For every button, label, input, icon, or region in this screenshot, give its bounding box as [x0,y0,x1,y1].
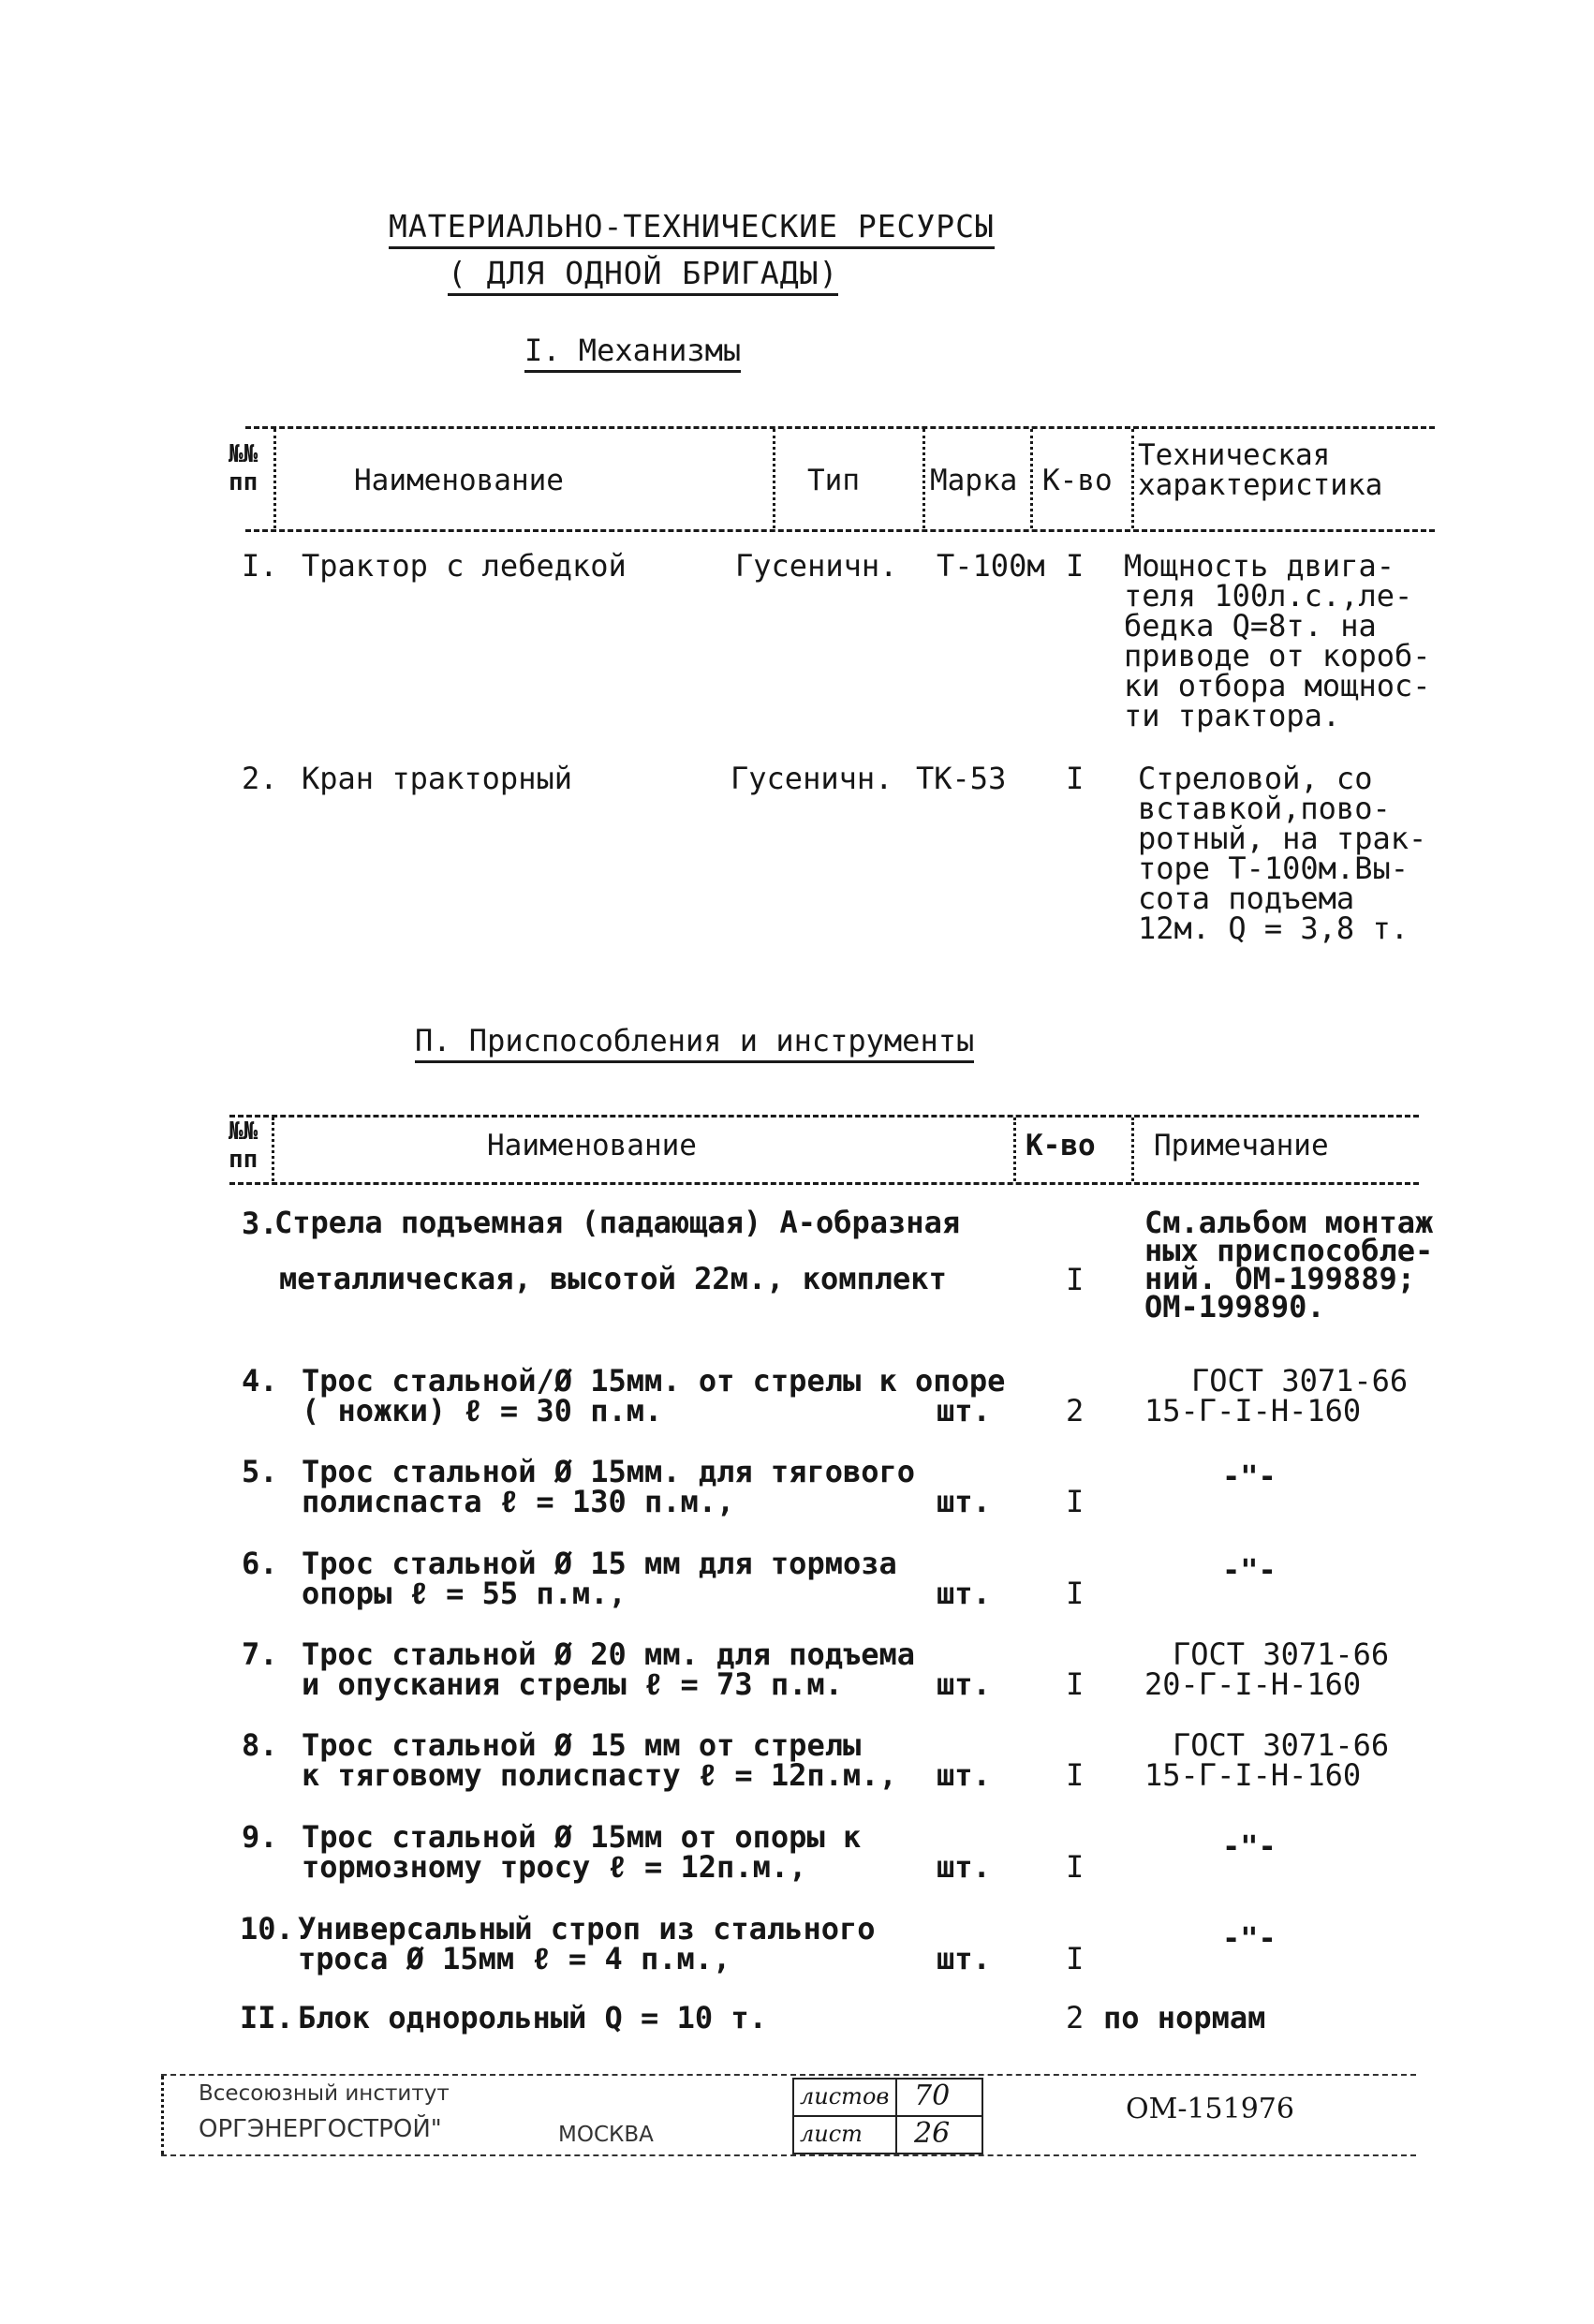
organization-name-line1: Всесоюзный институт [199,2081,450,2106]
sheets-label: листов [800,2083,890,2109]
table2-row-5-num: 5. [242,1454,278,1489]
table2-row-4-num: 4. [242,1363,278,1399]
table2-row-11-note: по нормам [1103,2000,1266,2035]
title-block-left-edge [161,2076,164,2154]
table2-row-10-qty: I [1066,1941,1085,1976]
table1-header-spec: Техническая характеристика [1138,438,1383,502]
table2-row-10-unit: шт. [937,1941,991,1976]
table2-row-4-unit: шт. [937,1393,991,1428]
table2-col-divider [1131,1118,1134,1181]
table2-row-6-qty: I [1066,1576,1085,1611]
table2-row-6-note: -"- [1222,1552,1277,1588]
table1-header-type: Тип [807,464,860,497]
table2-header-rule [229,1182,1419,1185]
organization-city: МОСКВА [558,2123,654,2147]
table2-row-5-name: Трос стальной Ø 15мм. для тягового полиспаста ℓ = 130 п.м., [302,1454,916,1519]
table2-row-7-name: Трос стальной Ø 20 мм. для подъема и опускания стрелы ℓ = 73 п.м. [302,1636,916,1702]
table2-row-6-unit: шт. [937,1576,991,1611]
table2-row-7-note: ГОСТ 3071-66 20-Г-I-Н-160 [1144,1636,1390,1702]
document-title-line2: ( ДЛЯ ОДНОЙ БРИГАДЫ) [448,255,838,296]
table2-row-9-note: -"- [1222,1828,1277,1864]
table1-row-1-spec: Мощность двига- теля 100л.с.,ле- бедка Q=8т. на приводе от короб- ки отбора мощнос- ти трактора. [1124,548,1431,733]
table2-col-divider [1013,1118,1016,1181]
table2-row-3-note: См.альбом монтаж ных приспособле- ний. ОМ-199889; ОМ-199890. [1144,1205,1434,1325]
table1-header-qty: К-во [1042,464,1113,497]
table1-col-divider [922,429,925,528]
section2-title: П. Приспособления и инструменты [415,1023,974,1063]
table2-row-8-unit: шт. [937,1757,991,1793]
table2-row-10-note: -"- [1222,1920,1277,1956]
title-block [161,2074,1416,2156]
table2-row-3-qty: I [1066,1262,1085,1297]
table1-row-2-brand: ТК-53 [916,761,1007,796]
table1-row-2-name: Кран тракторный [302,761,572,796]
table2-row-9-unit: шт. [937,1849,991,1885]
table2-row-11-name: Блок однорольный Q = 10 т. [298,2000,767,2035]
table1-row-1-qty: I [1066,548,1085,584]
table2-row-4-name: Трос стальной/Ø 15мм. от стрелы к опоре ( ножки) ℓ = 30 п.м. [302,1363,1006,1428]
table2-top-rule [229,1115,1419,1118]
table1-col-divider [273,429,276,528]
table1-col-divider [1030,429,1033,528]
table2-row-3-name: Стрела подъемная (падающая) А-образная металлическая, высотой 22м., комплект [274,1205,961,1296]
table2-row-9-qty: I [1066,1849,1085,1885]
table2-row-6-name: Трос стальной Ø 15 мм для тормоза опоры ℓ = 55 п.м., [302,1546,897,1611]
sheet-value-cell [895,2115,983,2154]
table1-top-rule [245,426,1435,429]
table1-row-1-name: Трактор с лебедкой [302,548,627,584]
table2-row-5-note: -"- [1222,1458,1277,1494]
table2-row-3-num: 3. [242,1206,278,1241]
table1-row-2-qty: I [1066,761,1085,796]
table1-header-rule [245,529,1435,532]
table1-row-2-num: 2. [242,761,278,796]
table1-row-2-spec: Стреловой, со вставкой,пово- ротный, на трак- торе Т-100м.Вы- сота подъема 12м. Q = 3,8 т. [1138,761,1427,946]
table1-header-num: №№ пп [229,440,258,496]
table2-row-7-qty: I [1066,1666,1085,1702]
table2-row-11-num: II. [240,2000,294,2035]
table2-row-9-name: Трос стальной Ø 15мм от опоры к тормозному тросу ℓ = 12п.м., [302,1819,862,1885]
table2-row-9-num: 9. [242,1819,278,1855]
table2-row-7-num: 7. [242,1636,278,1672]
sheet-value: 26 [914,2117,951,2150]
table1-col-divider [773,429,775,528]
sheet-label-cell [792,2115,897,2154]
table1-row-1-num: I. [242,548,278,584]
table2-row-8-qty: I [1066,1757,1085,1793]
table2-row-5-qty: I [1066,1484,1085,1519]
table2-header-name: Наименование [487,1129,697,1162]
table2-col-divider [272,1118,274,1181]
table2-row-10-num: 10. [240,1911,294,1947]
sheets-label-cell [792,2078,897,2117]
table1-row-1-brand: Т-100м [937,548,1045,584]
document-code: ОМ-151976 [1126,2093,1294,2125]
table2-row-6-num: 6. [242,1546,278,1581]
table2-row-5-unit: шт. [937,1484,991,1519]
table1-row-1-type: Гусеничн. [735,548,898,584]
table2-row-8-note: ГОСТ 3071-66 15-Г-I-Н-160 [1144,1727,1390,1793]
table2-header-note: Примечание [1154,1129,1329,1162]
table2-row-7-unit: шт. [937,1666,991,1702]
organization-name-line2: ОРГЭНЕРГОСТРОЙ" [199,2115,442,2143]
table2-row-8-name: Трос стальной Ø 15 мм от стрелы к тяговому полиспасту ℓ = 12п.м., [302,1727,897,1793]
table2-row-11-qty: 2 [1066,2000,1085,2035]
sheets-value-cell [895,2078,983,2117]
sheet-label: лист [800,2121,863,2147]
table2-header-num: №№ пп [229,1118,258,1174]
table2-row-4-qty: 2 [1066,1393,1085,1428]
section1-title: I. Механизмы [524,333,741,373]
table1-header-brand: Марка [930,464,1018,497]
table2-row-10-name: Универсальный строп из стального троса Ø 15мм ℓ = 4 п.м., [298,1911,876,1976]
table1-row-2-type: Гусеничн. [731,761,893,796]
table2-row-4-note: ГОСТ 3071-66 15-Г-I-Н-160 [1144,1363,1409,1428]
table2-header-qty: К-во [1026,1129,1096,1162]
table1-header-name: Наименование [354,464,564,497]
document-title-line1: МАТЕРИАЛЬНО-ТЕХНИЧЕСКИЕ РЕСУРСЫ [389,208,995,249]
table1-col-divider [1131,429,1134,528]
table2-row-8-num: 8. [242,1727,278,1763]
sheets-value: 70 [914,2080,951,2112]
